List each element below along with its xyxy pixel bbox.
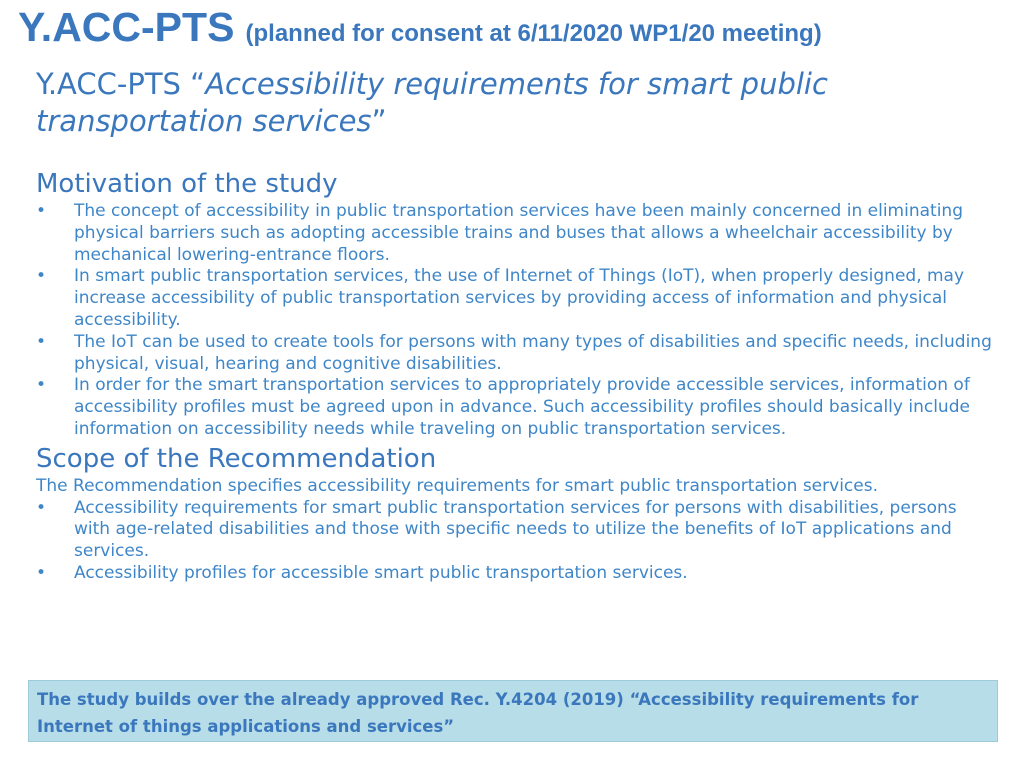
scope-list bbox=[36, 498, 996, 585]
motivation-heading: Motivation of the study bbox=[36, 169, 338, 199]
bullet-text: Accessibility profiles for accessible smart public transportation services. bbox=[74, 562, 688, 583]
motivation-list bbox=[36, 201, 996, 441]
list-item bbox=[36, 375, 996, 440]
bullet-icon: • bbox=[36, 331, 47, 352]
doc-title-italic: Accessibility requirements for smart public transportation services bbox=[36, 67, 828, 138]
bullet-text: In smart public transportation services, the use of Internet of Things (IoT), when properly designed, may increase accessibility of public transportation services by providing access of information and physical accessibility. bbox=[74, 266, 965, 330]
note-box: The study builds over the already approved Rec. Y.4204 (2019) “Accessibility requirements for Internet of things applications and services” bbox=[28, 680, 998, 742]
slide-title bbox=[18, 4, 822, 51]
list-item bbox=[36, 498, 996, 563]
list-item bbox=[36, 563, 996, 585]
scope-heading: Scope of the Recommendation bbox=[36, 443, 437, 474]
list-item bbox=[36, 266, 996, 331]
title-main: Y.ACC-PTS bbox=[18, 4, 235, 50]
doc-title-prefix: Y.ACC-PTS “ bbox=[36, 67, 206, 101]
scope-intro: The Recommendation specifies accessibility requirements for smart public transportation services. bbox=[36, 475, 878, 496]
slide-content bbox=[36, 168, 996, 585]
bullet-icon: • bbox=[36, 266, 47, 287]
bullet-icon: • bbox=[36, 562, 47, 583]
bullet-text: Accessibility requirements for smart public transportation services for persons with disabilities, persons with age-related disabilities and those with specific needs to utilize the benefits of IoT applications and services. bbox=[74, 497, 957, 562]
bullet-icon: • bbox=[36, 375, 47, 396]
bullet-icon: • bbox=[36, 201, 47, 221]
doc-title-suffix: ” bbox=[371, 104, 387, 138]
list-item bbox=[36, 201, 996, 266]
bullet-text: The concept of accessibility in public transportation services have been mainly concerned in eliminating physical barriers such as adopting accessible trains and buses that allows a wheelchair accessibility by mechanical lowering-entrance floors. bbox=[74, 201, 963, 265]
list-item bbox=[36, 332, 996, 376]
bullet-text: The IoT can be used to create tools for persons with many types of disabilities and specific needs, including physical, visual, hearing and cognitive disabilities. bbox=[74, 331, 992, 374]
document-title bbox=[36, 66, 996, 140]
bullet-text: In order for the smart transportation services to appropriately provide accessible services, information of accessibility profiles must be agreed upon in advance. Such accessibility profiles should basically include information on accessibility needs while traveling on public transportation services. bbox=[74, 375, 970, 439]
title-subtitle: (planned for consent at 6/11/2020 WP1/20 meeting) bbox=[245, 20, 822, 47]
bullet-icon: • bbox=[36, 497, 47, 518]
